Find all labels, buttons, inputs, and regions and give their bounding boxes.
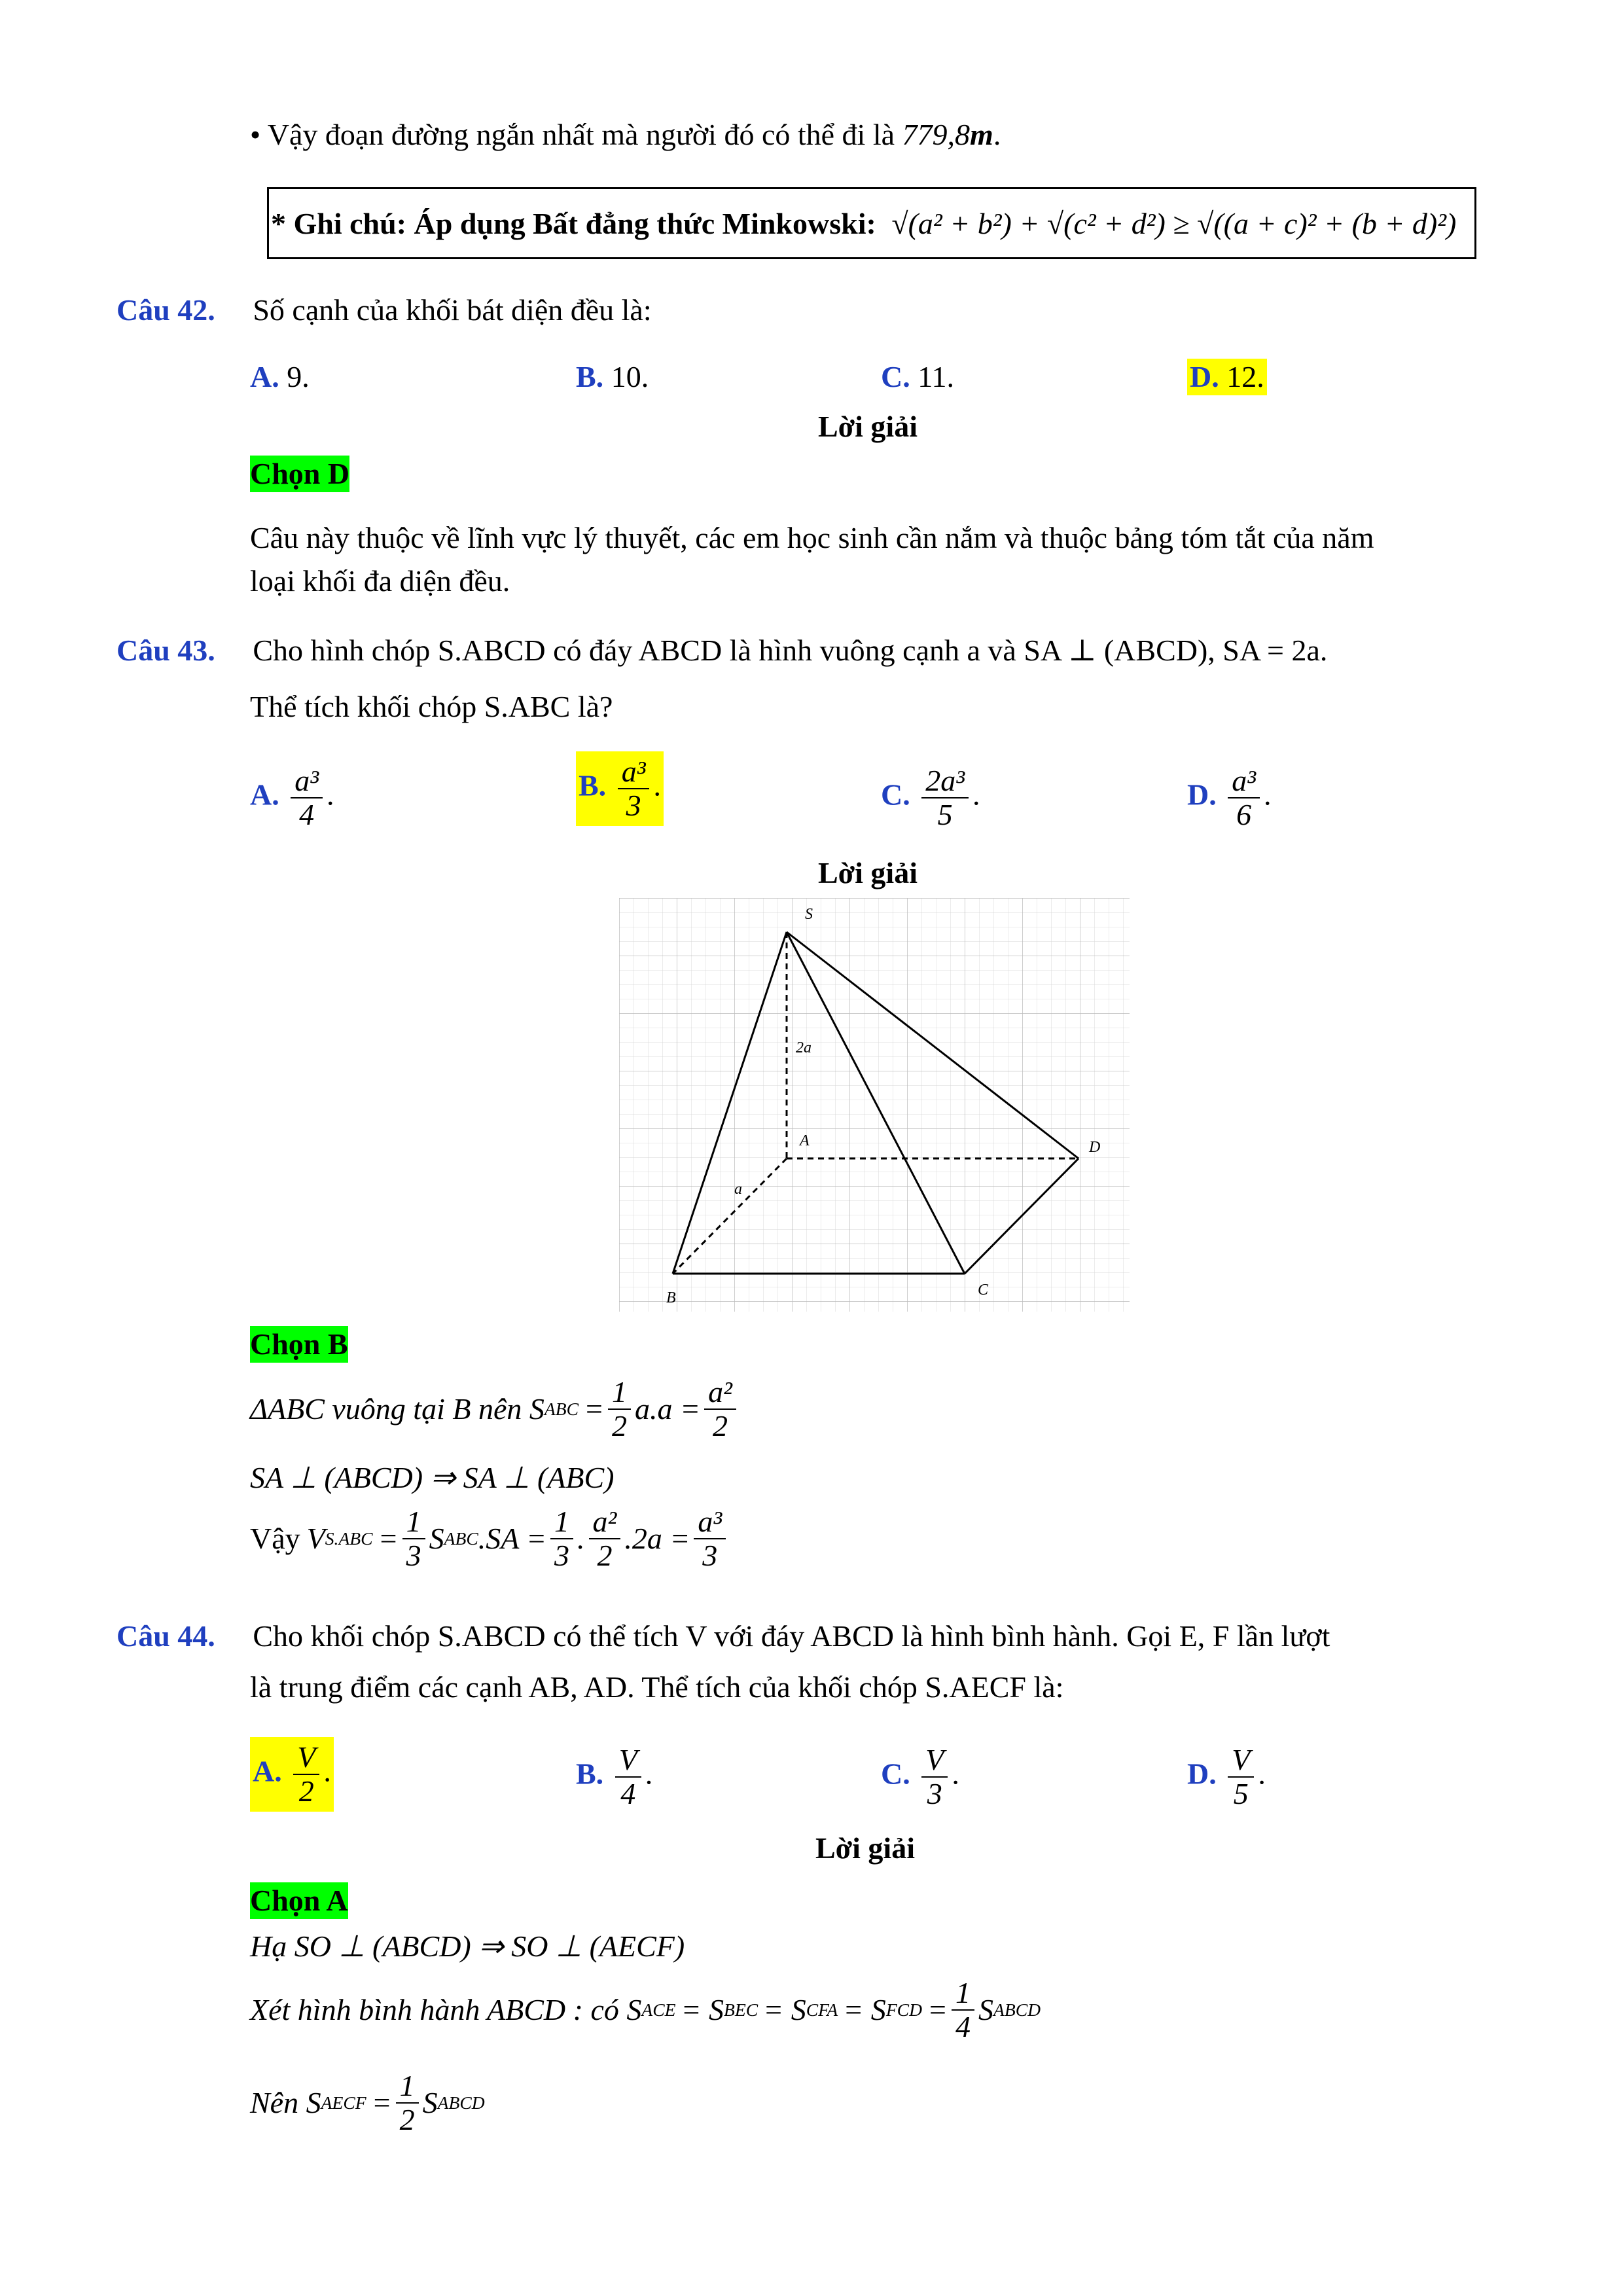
note-label: * Ghi chú: Áp dụng Bất đẳng thức Minkowski:	[271, 207, 876, 240]
q42-option-b[interactable]: B. 10.	[576, 360, 649, 393]
q44-stem-2: là trung điểm các cạnh AB, AD. Thể tích của khối chóp S.AECF là:	[250, 1670, 1064, 1704]
q43-step-3: Vậy V S.ABC = $\frac{1}{3}$ S ABC .SA = $\frac{1}{3}$ . $\frac{\text{a²}}{2}$ .2a = $\frac{\text{a³}}{3}$	[250, 1505, 730, 1572]
q44-label: Câu 44.	[116, 1619, 215, 1653]
q44-stem-1: Câu 44. Cho khối chóp S.ABCD có thể tích V với đáy ABCD là hình bình hành. Gọi E, F lần lượt	[116, 1619, 1330, 1653]
q44-step-3: Nên S AECF = $\frac{1}{2}$ S ABCD	[250, 2069, 485, 2136]
q42-explain-1: Câu này thuộc về lĩnh vực lý thuyết, các em học sinh cần nắm và thuộc bảng tóm tắt của năm	[250, 521, 1374, 554]
note-formula: √(a² + b²) + √(c² + d²) ≥ √((a + c)² + (b + d)²)	[891, 207, 1457, 240]
q43-stem-1: Câu 43. Cho hình chóp S.ABCD có đáy ABCD là hình vuông cạnh a và SA ⊥ (ABCD), SA = 2a.	[116, 634, 1328, 667]
label-d: D	[1089, 1139, 1101, 1156]
label-ab-length: a	[734, 1181, 742, 1198]
q42-option-d[interactable]: D. 12.	[1187, 359, 1267, 395]
q43-step-1: ΔABC vuông tại B nên S ABC = $\frac{1}{2}$ a.a = $\frac{\text{a²}}{2}$	[250, 1376, 740, 1443]
q44-option-b[interactable]: B. $\frac{V}{4}$ .	[576, 1743, 653, 1810]
label-b: B	[666, 1289, 676, 1306]
q44-option-d[interactable]: D. $\frac{V}{5}$ .	[1187, 1743, 1266, 1810]
minkowski-note	[271, 206, 1456, 242]
q44-choice: Chọn A	[250, 1882, 348, 1919]
q43-step-2: SA ⊥ (ABCD) ⇒ SA ⊥ (ABC)	[250, 1461, 615, 1494]
q44-option-c[interactable]: C. $\frac{V}{3}$ .	[881, 1743, 959, 1810]
q42-option-c[interactable]: C. 11.	[881, 360, 955, 393]
q43-solution-title: Lời giải	[818, 856, 918, 889]
q42-choice: Chọn D	[250, 456, 349, 492]
q43-option-d[interactable]: D. $\frac{\text{a³}}{6}$ .	[1187, 764, 1272, 831]
label-c: C	[978, 1282, 989, 1299]
pyramid-figure	[619, 898, 1130, 1312]
label-sa-length: 2a	[796, 1039, 812, 1056]
q43-option-a[interactable]: A. $\frac{\text{a³}}{4}$ .	[250, 764, 334, 831]
label-a: A	[800, 1132, 810, 1149]
q43-option-b[interactable]: B. $\frac{\text{a³}}{3}$ .	[576, 751, 664, 826]
q42-option-a[interactable]: A. 9.	[250, 360, 310, 393]
label-s: S	[805, 906, 813, 923]
q44-step-2: Xét hình bình hành ABCD : có S ACE = S BEC = S CFA = S FCD = $\frac{1}{4}$ S ABCD	[250, 1976, 1041, 2043]
q43-option-c[interactable]: C. $\frac{\text{2a³}}{5}$ .	[881, 764, 980, 831]
q42-explain-2: loại khối đa diện đều.	[250, 564, 510, 598]
q43-label: Câu 43.	[116, 634, 215, 667]
q42-stem: Câu 42. Số cạnh của khối bát diện đều là:	[116, 293, 652, 327]
q43-stem-2: Thể tích khối chóp S.ABC là?	[250, 690, 613, 723]
q42-solution-title: Lời giải	[818, 410, 918, 443]
q44-option-a[interactable]: A. $\frac{V}{2}$ .	[250, 1737, 334, 1812]
intro-line: • Vậy đoạn đường ngắn nhất mà người đó có thể đi là 779,8m.	[250, 118, 1001, 151]
q44-solution-title: Lời giải	[815, 1831, 915, 1865]
q43-choice: Chọn B	[250, 1326, 348, 1363]
q42-label: Câu 42.	[116, 293, 215, 327]
q44-step-1: Hạ SO ⊥ (ABCD) ⇒ SO ⊥ (AECF)	[250, 1929, 685, 1963]
